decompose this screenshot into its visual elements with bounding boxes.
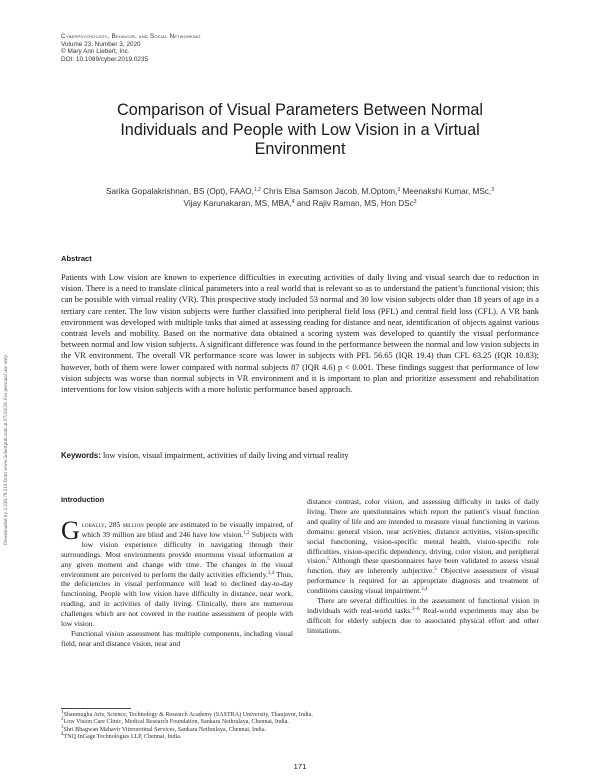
intro-text: Although these questionnaires have been validated to assess visual function, they are inherently subjective. [307, 556, 539, 576]
footnote-number: 2 [61, 717, 64, 723]
intro-text: distance contrast, color vision, and assessing difficulty in tasks of daily living. There are questionnaires which report the patient’s visual function and quality of life and are intended to measure visual functioning in various domains: general vision, near activities, distance activities, vision-specific social functioning, vision-specific mental health, vision-specific role difficulties, vision-specific dependency, driving, color vision, and peripheral vision. [307, 497, 539, 566]
footnotes [61, 712, 313, 742]
body-column-left [61, 516, 294, 649]
body-column-right [307, 497, 539, 636]
author-affiliation: 3 [413, 198, 417, 205]
download-note-text: Downloaded by 3.236.79.210 from www.liebertpub.com at 07/24/20. For personal use only. [3, 354, 9, 545]
drop-cap: G [61, 516, 80, 545]
author-name: and Rajiv Raman, MS, Hon DSc [294, 198, 414, 208]
footnote [61, 719, 313, 726]
journal-doi: DOI: 10.1089/cyber.2019.0235 [61, 55, 149, 63]
footnote-text: Shri Bhagwan Mahavir Vitreoretinal Services, Sankara Nethralaya, Chennai, India. [63, 726, 267, 733]
footnote [61, 734, 313, 741]
keywords-text: low vision, visual impairment, activities of daily living and virtual reality [100, 451, 349, 460]
footnote-number: 1 [61, 710, 64, 715]
footnote-number: 3 [61, 724, 64, 730]
author-affiliation: 4 [291, 198, 295, 205]
intro-paragraph [307, 497, 539, 596]
page-number: 171 [293, 762, 307, 771]
author-name: Meenakshi Kumar, MSc, [400, 187, 492, 196]
intro-text: Thus, the deficiencies in visual performance will lead to declined day-to-day functioning. People with low vision have difficulty in distance, near work, reading, and in activities of daily living. Clinically, there are numerous challenges which are not covered in the routine assessment of people with low vision. [61, 569, 293, 629]
citation: 5 [327, 557, 330, 563]
author-name: Chris Elsa Samson Jacob, M.Optom, [260, 187, 398, 196]
intro-text: There are several difficulties in the assessment of functional vision in individuals with real-world tasks. [307, 596, 539, 615]
citation: 5 [434, 567, 437, 573]
journal-volume: Volume 23, Number 3, 2020 [61, 40, 141, 48]
intro-text: Subjects with low vision experience difficulty in navigating through their surroundings. Most environments provide enormous visual information at any given moment and change with time. The changes in the visual environment are perceived to perform the daily activities efficiently. [61, 529, 293, 579]
download-note [3, 225, 9, 545]
footnote-text: Shanmugha Arts, Science, Technology & Research Academy (SASTRA) University, Thanjavur, India. [63, 712, 313, 718]
intro-paragraph [61, 516, 294, 629]
citation: 3,4 [267, 570, 275, 576]
abstract-text: Patients with Low vision are known to experience difficulties in executing activities of daily living and visual search due to reduction in vision. There is a need to translate clinical parameters into a real world that is relevant so as to understand the patient’s functional vision; this can be possible with virtual reality (VR). This prospective study included 53 normal and 30 low vision subjects older than 18 years of age in a tertiary care center. The low vision subjects were further classified into peripheral field loss (PFL) and central field loss (CFL). A VR bank environment was developed with multiple tasks that aimed at assessing reading for distance and near, identification of objects against various contrast levels and mobility. Based on the normative data obtained a scoring system was developed to quantify the visual performance between normal and low vision subjects. A significant difference was found in the performance between the normal and low vision subjects in the VR environment. The overall VR performance score was lower in subjects with PFL 56.65 (IQR 19.4) than CFL 63.25 (IQR 10.83); however, both of them were lower compared with normal subjects 87 (IQR 4.6) p < 0.001. These findings suggest that performance of low vision subjects was worse than normal subjects in VR environment and it is important to plan and prioritize assessment and rehabilitation interventions for low vision subjects with a more holistic performance based approach. [61, 273, 539, 395]
citation: 3–6 [412, 606, 420, 612]
article-title: Comparison of Visual Parameters Between Normal Individuals and People with Low Vision in a Virtual Environment [117, 101, 483, 158]
intro-paragraph [307, 596, 539, 636]
author-affiliation: 3 [491, 187, 494, 193]
footnote-text: Low Vision Care Clinic, Medical Research Foundation, Sankara Nethralaya, Chennai, India. [63, 719, 289, 726]
footnote-text: TNQ InGage Technologies LLP, Chennai, India. [63, 734, 182, 741]
journal-copyright: © Mary Ann Liebert, Inc. [61, 48, 130, 56]
abstract-heading: Abstract [61, 254, 92, 263]
footnote-divider [61, 708, 131, 709]
keywords [61, 450, 539, 461]
citation: 3,4 [421, 587, 428, 593]
keywords-label: Keywords: [61, 451, 101, 460]
footnote-number: 4 [61, 732, 64, 738]
author-name: Vijay Karunakaran, MS, MBA, [183, 198, 292, 208]
intro-lead: lobally, 285 million [81, 520, 144, 529]
intro-text: Objective assessment of visual performance is required for an appropriate diagnosis and treatment of conditions causing visual impairment. [307, 566, 539, 596]
intro-text: people are estimated to be visually impaired, of which 39 million are blind and 246 have low vision. [81, 520, 294, 539]
intro-text: Real-world experiments may also be difficult for elderly subjects due to associated physical effort and other limitations. [307, 605, 539, 635]
author-name: Sarika Gopalakrishnan, BS (Opt), FAAO, [106, 187, 254, 196]
citation: 1,2 [243, 530, 250, 536]
introduction-heading: Introduction [61, 495, 105, 504]
journal-name: Cyberpsychology, Behavior, and Social Networking [61, 33, 201, 40]
author-affiliation: 3 [397, 187, 401, 193]
author-list [64, 186, 536, 209]
journal-header [61, 33, 201, 63]
author-affiliation: 1,2 [253, 187, 261, 193]
intro-paragraph: Functional vision assessment has multiple components, including visual field, near and distance vision, near and [61, 628, 293, 648]
